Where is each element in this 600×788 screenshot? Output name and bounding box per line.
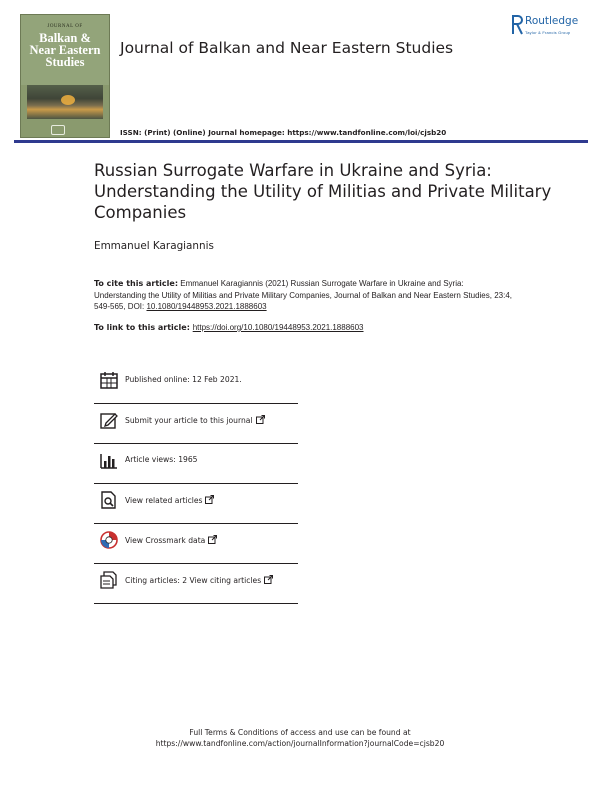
journal-cover-image — [20, 14, 110, 138]
external-link-icon — [208, 535, 217, 544]
related-articles-text: View related articles — [125, 496, 203, 505]
cover-line-3: Near Eastern — [29, 43, 101, 57]
external-link-icon — [264, 575, 273, 584]
link-label: To link to this article: — [94, 323, 193, 332]
header-divider — [14, 140, 588, 143]
citing-articles-row[interactable] — [94, 564, 298, 604]
citing-articles-label[interactable] — [125, 575, 273, 585]
crossmark-label[interactable] — [125, 535, 217, 545]
submit-article-text: Submit your article to this journal — [125, 416, 253, 425]
article-doi-url[interactable]: https://doi.org/10.1080/19448953.2021.1888603 — [192, 323, 364, 332]
search-document-icon — [100, 491, 118, 509]
doi-link[interactable]: 10.1080/19448953.2021.1888603 — [146, 302, 267, 311]
external-link-icon — [256, 415, 265, 424]
cover-line-1: JOURNAL OF — [47, 24, 83, 29]
cite-text: Emmanuel Karagiannis (2021) Russian Surrogate Warfare in Ukraine and Syria: Understanding the Utility of Militias and Private Military Companies, Journal of Balkan and Near Eastern Studies, 23:4, 549-565, DOI: — [94, 279, 512, 311]
crossmark-row[interactable] — [94, 524, 298, 564]
article-title: Russian Surrogate Warfare in Ukraine and Syria: Understanding the Utility of Militias and Private Military Companies — [94, 161, 552, 222]
publisher-name: Routledge — [525, 15, 579, 27]
article-info-list — [94, 364, 298, 604]
article-views-label: Article views: 1965 — [125, 455, 198, 464]
footer-terms-link[interactable]: https://www.tandfonline.com/action/journalInformation?journalCode=cjsb20 — [155, 739, 445, 748]
bar-chart-icon — [100, 451, 118, 469]
issn-prefix: ISSN: (Print) (Online) Journal homepage: — [120, 128, 288, 137]
journal-title: Journal of Balkan and Near Eastern Studies — [120, 39, 454, 57]
related-articles-row[interactable] — [94, 484, 298, 524]
footer-line-1: Full Terms & Conditions of access and use can be found at — [189, 728, 411, 737]
related-articles-label[interactable] — [125, 495, 214, 505]
author-name: Emmanuel Karagiannis — [94, 240, 214, 252]
crossmark-icon — [100, 531, 118, 549]
submit-article-label[interactable] — [125, 415, 265, 425]
issn-line — [120, 128, 446, 137]
submit-article-row[interactable] — [94, 404, 298, 444]
external-link-icon — [205, 495, 214, 504]
footer-terms — [0, 727, 600, 749]
calendar-icon — [100, 371, 118, 389]
published-online-label: Published online: 12 Feb 2021. — [125, 375, 242, 384]
cover-line-4: Studies — [45, 55, 85, 69]
citation-block — [94, 278, 514, 313]
cover-publisher-mark — [51, 125, 65, 135]
citing-articles-text: Citing articles: 2 View citing articles — [125, 576, 262, 585]
cover-title: Balkan & Near Eastern Studies — [29, 31, 101, 69]
citing-icon — [100, 571, 118, 589]
cover-line-2: Balkan — [39, 31, 78, 45]
published-online-row — [94, 364, 298, 404]
cover-photo-detail — [61, 95, 75, 105]
journal-homepage-link[interactable]: https://www.tandfonline.com/loi/cjsb20 — [287, 128, 447, 137]
pencil-icon — [100, 411, 118, 429]
publisher-tagline: Taylor & Francis Group — [525, 30, 571, 35]
routledge-r-icon — [511, 14, 523, 36]
crossmark-text: View Crossmark data — [125, 536, 206, 545]
cite-label: To cite this article: — [94, 279, 179, 288]
article-views-row — [94, 444, 298, 484]
article-link-line — [94, 323, 364, 332]
publisher-logo — [511, 14, 591, 44]
